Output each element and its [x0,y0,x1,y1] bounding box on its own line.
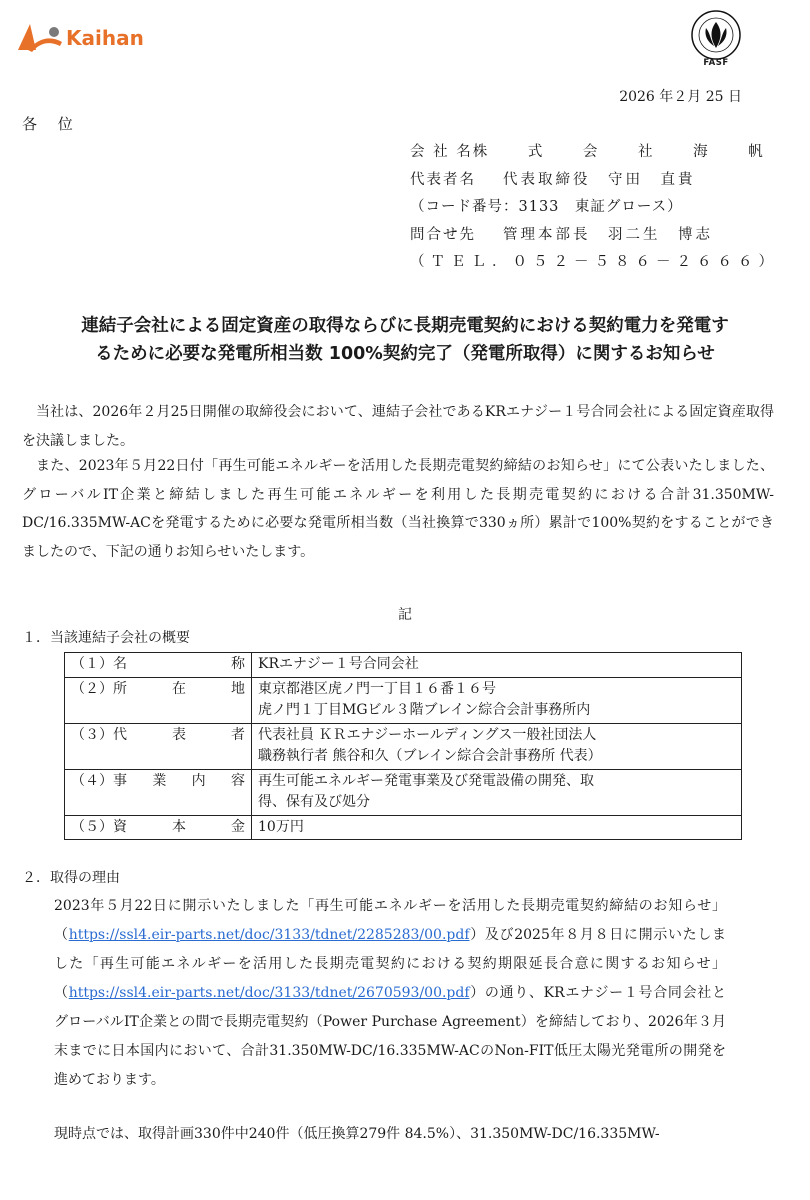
reason-paragraph [54,892,726,1095]
reason-text-1: 2023年５月22日に開示いたしました「再生可能エネルギーを活用した長期売電契約締結のお知らせ」（ [54,898,726,943]
reason-text-2: ）及び2025年８月８日に開示いたしました「再生可能エネルギーを活用した長期売電契約における契約期限延長合意に関するお知らせ」（ [54,927,726,1001]
company-info-block [410,139,781,277]
row-label-cell [65,723,252,769]
company-info-value: 代表取締役 守田 直貴 [503,171,696,188]
row-label: 事 業 内 容 [113,772,245,789]
row-value-cell [252,653,742,678]
addressee: 各 位 [22,115,81,133]
row-number: （３） [71,726,113,743]
row-label-cell [65,677,252,723]
row-value-line: 得、保有及び処分 [258,794,370,810]
row-value-line: 東京都港区虎ノ門一丁目１６番１６号 [258,680,496,697]
release-date: 2026 年２月 25 日 [619,89,742,105]
disclosure-link-1[interactable]: https://ssl4.eir-parts.net/doc/3133/tdnet/2285283/00.pdf [68,927,470,943]
fasf-seal-icon [686,8,746,60]
company-info-key: 問合せ先 [410,226,476,243]
paragraph-1-text: 当社は、2026年２月25日開催の取締役会において、連結子会社であるKRエナジー１号合同会社による固定資産取得を決議しました。 [22,404,774,449]
table-row [65,769,742,815]
ki-heading: 記 [398,607,412,623]
table-row [65,677,742,723]
row-value-cell [252,723,742,769]
row-value-cell [252,677,742,723]
company-info-row [410,249,779,277]
table-row [65,723,742,769]
subsidiary-summary-table [64,652,742,840]
row-value-line: KRエナジー１号合同会社 [258,656,419,672]
row-number: （４） [71,772,113,789]
company-info-row [410,167,770,195]
company-info-value: （ＴＥＬ．０５２－５８６－２６６６） [410,254,779,270]
row-label: 資 本 金 [113,818,245,835]
row-label-cell [65,815,252,840]
row-number: （５） [71,818,113,835]
table-row [65,653,742,678]
row-value-line: 職務執行者 熊谷和久（ブレイン綜合会計事務所 代表） [258,748,602,764]
row-number: （２） [71,680,113,697]
table-row [65,815,742,840]
seal-text: FASF [703,58,729,68]
fasf-seal [686,8,746,72]
row-value-line: 虎ノ門１丁目MGビル３階ブレイン綜合会計事務所内 [258,702,591,718]
section-1-title: １．当該連結子会社の概要 [22,630,190,646]
row-value-line: 再生可能エネルギー発電事業及び発電設備の開発、取 [258,772,594,789]
row-number: （１） [71,656,113,672]
row-label: 所 在 地 [113,680,245,697]
company-info-value: 株 式 会 社 海 帆 [472,144,781,160]
paragraph-2-text: また、2023年５月22日付「再生可能エネルギーを活用した長期売電契約締結のお知らせ」にて公表いたしました、グローバルIT企業と締結しました再生可能エネルギーを利用した長期売電契約における合計31.350MW-DC/16.335MW-ACを発電するために必要な発電所相当数（当社換算で330ヵ所）累計で100%契約をすることができましたので、下記の通りお知らせいたします。 [22,458,774,560]
company-info-key: 会 社 名 [410,144,473,160]
row-value-cell [252,769,742,815]
document-title [10,312,800,368]
row-label-cell [65,769,252,815]
title-line-1: 連結子会社による固定資産の取得ならびに長期売電契約における契約電力を発電す [81,316,729,336]
kaihan-logo-mark-icon [14,20,66,56]
row-label: 名 称 [113,656,245,672]
company-info-value: 管理本部長 羽二生 博志 [503,226,713,243]
company-info-key: 代表者名 [410,171,476,188]
row-value-cell [252,815,742,840]
company-info-row [410,194,770,222]
company-info-row [410,222,770,250]
paragraph-1 [22,398,774,455]
row-label-cell [65,653,252,678]
disclosure-link-2[interactable]: https://ssl4.eir-parts.net/doc/3133/tdnet/2670593/00.pdf [68,985,470,1001]
row-label: 代 表 者 [113,726,245,743]
row-value-line: 代表社員 ＫＲエナジーホールディングス一般社団法人 [258,726,597,743]
company-info-row [410,139,781,167]
row-value-line: 10万円 [258,818,304,835]
title-line-2: るために必要な発電所相当数 100%契約完了（発電所取得）に関するお知らせ [95,344,715,364]
company-info-value: （コード番号：3133 東証グロース） [410,199,683,215]
logo-text: Kaihan [66,26,144,50]
section-2-title: ２．取得の理由 [22,870,120,886]
status-line: 現時点では、取得計画330件中240件（低圧換算279件 84.5%）、31.350MW-DC/16.335MW- [54,1126,660,1142]
paragraph-2 [22,452,774,566]
kaihan-logo [14,20,164,56]
reason-text-3: ）の通り、KRエナジー１号合同会社とグローバルIT企業との間で長期売電契約（Power Purchase Agreement）を締結しており、2026年３月末までに日本国内において、合計31.350MW-DC/16.335MW-ACのNon-FIT低圧太陽光発電所の開発を進めております。 [54,985,726,1088]
